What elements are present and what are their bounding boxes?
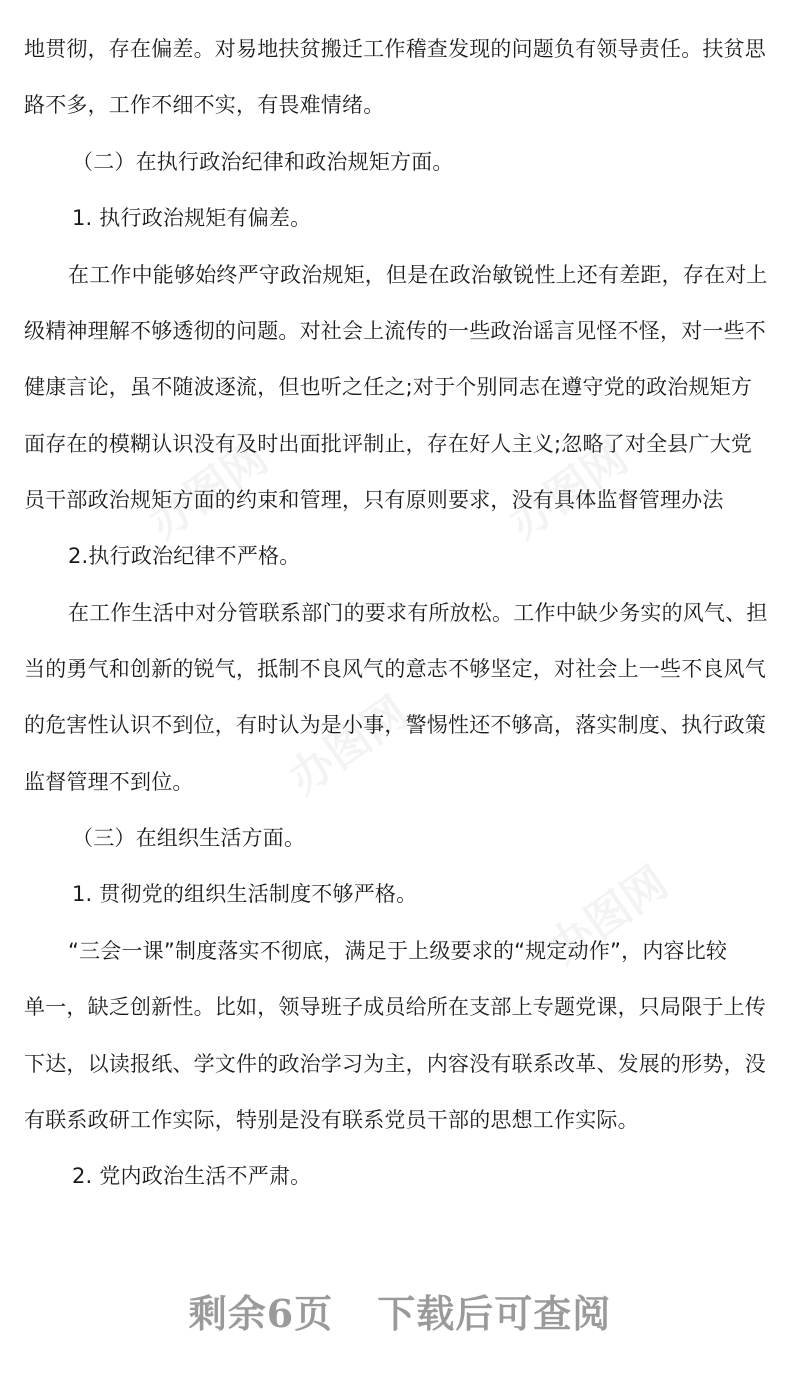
body-text-line: 在工作中能够始终严守政治规矩，但是在政治敏锐性上还有差距，存在对上 xyxy=(68,263,768,287)
body-text-line: 在工作生活中对分管联系部门的要求有所放松。工作中缺少务实的风气、担 xyxy=(68,601,768,625)
subsection-heading: 2.执行政治纪律不严格。 xyxy=(68,544,301,568)
body-text-line: 面存在的模糊认识没有及时出面批评制止，存在好人主义;忽略了对全县广大党 xyxy=(24,432,753,456)
body-text-line: 路不多，工作不细不实，有畏难情绪。 xyxy=(24,93,385,117)
body-text-line: 单一，缺乏创新性。比如，领导班子成员给所在支部上专题党课，只局限于上传 xyxy=(24,995,766,1019)
watermark: 办图网 xyxy=(539,856,678,975)
subsection-heading: 1. 执行政治规矩有偏差。 xyxy=(72,206,312,230)
body-text-line: 级精神理解不够透彻的问题。对社会上流传的一些政治谣言见怪不怪，对一些不 xyxy=(24,319,766,343)
subsection-heading: 2. 党内政治生活不严肃。 xyxy=(72,1164,312,1188)
body-text-line: “三会一课”制度落实不彻底，满足于上级要求的“规定动作”，内容比较 xyxy=(68,939,728,963)
remaining-pages-label: 剩余6页 xyxy=(188,1291,334,1336)
body-text-line: 地贯彻，存在偏差。对易地扶贫搬迁工作稽查发现的问题负有领导责任。扶贫思 xyxy=(24,37,766,61)
body-text-line: 监督管理不到位。 xyxy=(24,770,194,794)
body-text-line: 当的勇气和创新的锐气，抵制不良风气的意志不够坚定，对社会上一些不良风气 xyxy=(24,657,766,681)
watermark: 办图网 xyxy=(499,431,638,550)
body-text-line: 下达，以读报纸、学文件的政治学习为主，内容没有联系改革、发展的形势，没 xyxy=(24,1052,766,1076)
watermark: 办图网 xyxy=(139,431,278,550)
download-hint-label: 下载后可查阅 xyxy=(377,1291,612,1336)
watermark: 办图网 xyxy=(279,686,418,805)
body-text-line: 有联系政研工作实际，特别是没有联系党员干部的思想工作实际。 xyxy=(24,1108,639,1132)
subsection-heading: 1. 贯彻党的组织生活制度不够严格。 xyxy=(72,882,418,906)
body-text-line: 的危害性认识不到位，有时认为是小事，警惕性还不够高，落实制度、执行政策 xyxy=(24,713,766,737)
section-heading: （二）在执行政治纪律和政治规矩方面。 xyxy=(72,150,454,174)
body-text-line: 健康言论，虽不随波逐流，但也听之任之;对于个别同志在遵守党的政治规矩方 xyxy=(24,375,753,399)
section-heading: （三）在组织生活方面。 xyxy=(72,826,306,850)
body-text-line: 员干部政治规矩方面的约束和管理，只有原则要求，没有具体监督管理办法 xyxy=(24,488,724,512)
download-banner[interactable] xyxy=(0,1283,800,1338)
